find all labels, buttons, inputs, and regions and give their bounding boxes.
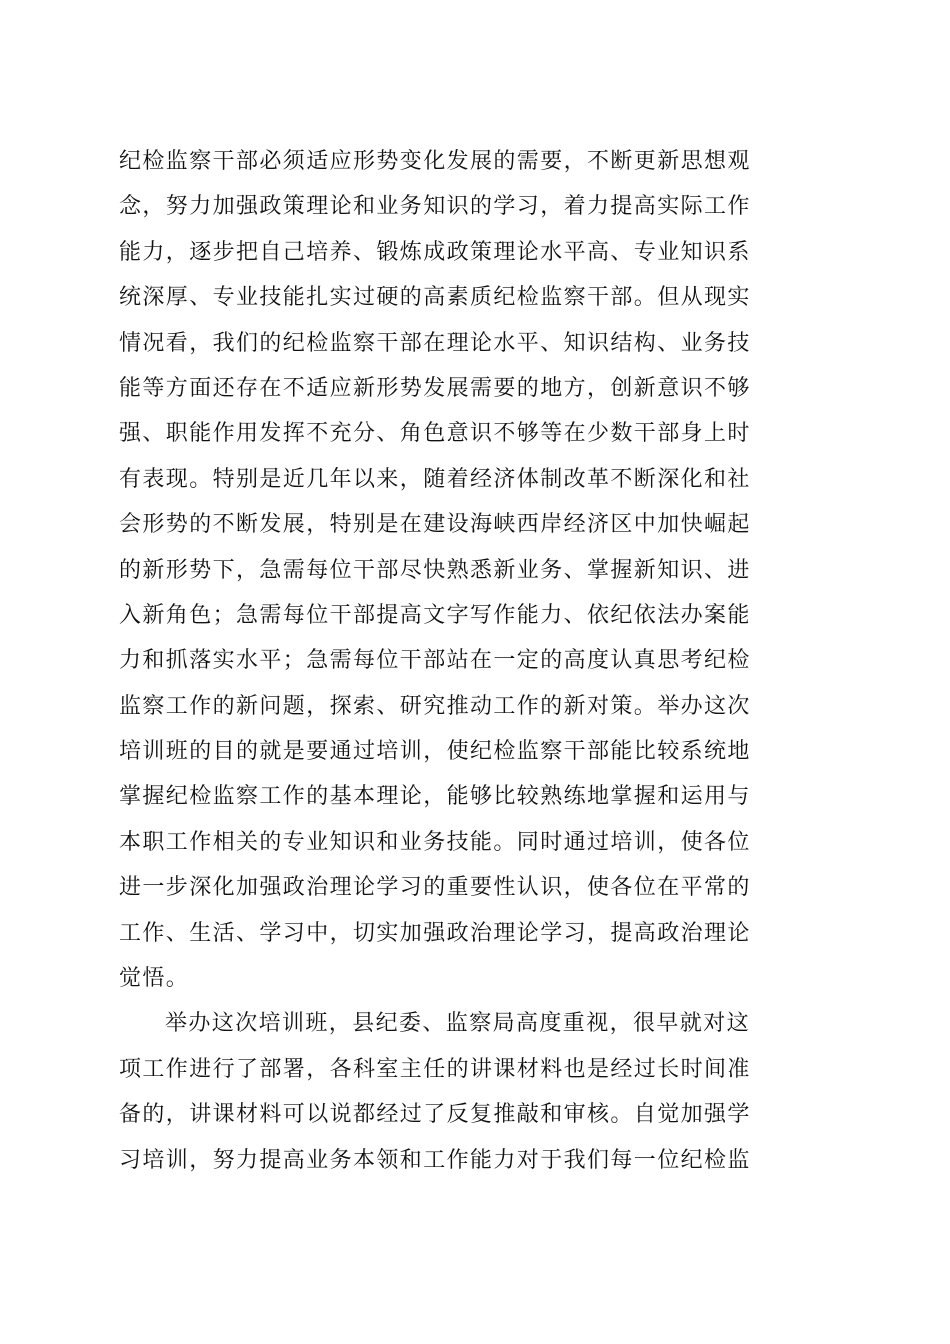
paragraph-2: [119, 1001, 831, 1183]
text-line: 念，努力加强政策理论和业务知识的学习，着力提高实际工作: [119, 194, 751, 220]
text-line: 会形势的不断发展，特别是在建设海峡西岸经济区中加快崛起: [119, 512, 751, 538]
text-line: 情况看，我们的纪检监察干部在理论水平、知识结构、业务技: [119, 330, 751, 356]
document-body: [119, 139, 831, 1183]
paragraph-1: [119, 139, 831, 1001]
text-line: 力和抓落实水平；急需每位干部站在一定的高度认真思考纪检: [119, 648, 751, 674]
text-line: 培训班的目的就是要通过培训，使纪检监察干部能比较系统地: [119, 739, 751, 765]
text-line: 觉悟。: [119, 966, 190, 992]
text-line: 能等方面还存在不适应新形势发展需要的地方，创新意识不够: [119, 375, 751, 401]
text-line: 进一步深化加强政治理论学习的重要性认识，使各位在平常的: [119, 875, 751, 901]
text-line: 本职工作相关的专业知识和业务技能。同时通过培训，使各位: [119, 829, 751, 855]
text-line: 能力，逐步把自己培养、锻炼成政策理论水平高、专业知识系: [119, 239, 751, 265]
text-line: 监察工作的新问题，探索、研究推动工作的新对策。举办这次: [119, 693, 751, 719]
text-line: 强、职能作用发挥不充分、角色意识不够等在少数干部身上时: [119, 421, 751, 447]
text-line: 备的，讲课材料可以说都经过了反复推敲和审核。自觉加强学: [119, 1102, 751, 1128]
text-line: 掌握纪检监察工作的基本理论，能够比较熟练地掌握和运用与: [119, 784, 751, 810]
text-line: 纪检监察干部必须适应形势变化发展的需要，不断更新思想观: [119, 149, 751, 174]
text-line: 有表现。特别是近几年以来，随着经济体制改革不断深化和社: [119, 466, 751, 492]
text-line: 习培训，努力提高业务本领和工作能力对于我们每一位纪检监: [119, 1147, 751, 1173]
text-line: 入新角色；急需每位干部提高文字写作能力、依纪依法办案能: [119, 602, 751, 628]
text-line: 项工作进行了部署，各科室主任的讲课材料也是经过长时间准: [119, 1056, 751, 1082]
text-line-indented: 举办这次培训班，县纪委、监察局高度重视，很早就对这: [165, 1011, 751, 1037]
text-line: 统深厚、专业技能扎实过硬的高素质纪检监察干部。但从现实: [119, 285, 751, 311]
text-line: 的新形势下，急需每位干部尽快熟悉新业务、掌握新知识、进: [119, 557, 751, 583]
text-line: 工作、生活、学习中，切实加强政治理论学习，提高政治理论: [119, 920, 751, 946]
